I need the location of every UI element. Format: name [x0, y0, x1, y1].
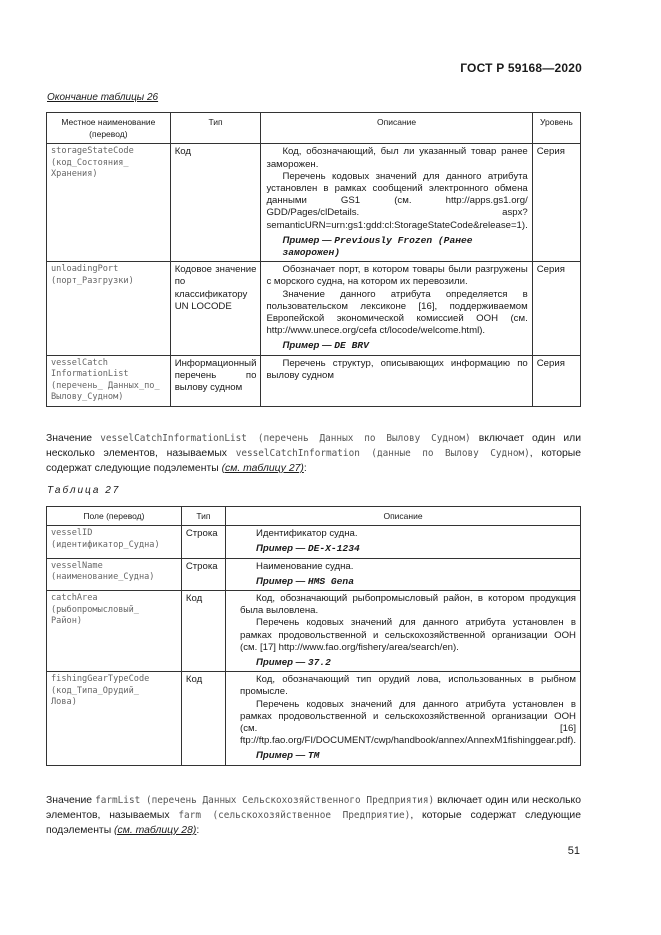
level-cell: Серия — [532, 355, 580, 406]
description-cell — [226, 591, 581, 672]
column-header: Поле (перевод) — [47, 507, 182, 526]
table-27-reference[interactable]: (см. таблицу 27) — [221, 463, 304, 474]
type-cell: Кодовое значение по классификатору UN LOCODE — [170, 262, 261, 355]
field-name-line: InformationList — [51, 369, 129, 380]
table-row — [47, 526, 581, 558]
field-name-line: Район) — [51, 616, 83, 627]
description-cell — [261, 144, 532, 262]
example-value: DE-X-1234 — [307, 543, 360, 555]
description-paragraph: Идентификатор судна. — [256, 528, 358, 540]
example-line — [256, 750, 576, 762]
column-header: Тип — [170, 113, 261, 144]
description-cell — [226, 558, 581, 590]
description-cell — [261, 262, 532, 355]
type-cell: Код — [170, 144, 261, 262]
description-paragraph: Перечень кодовых значений для данного атрибута установлен в рамках сообщений электронного обмена данными GS1 (см. http://apps.gs1.org/ GDD/Pages/clDetails. aspx?semanticURN=urn:gs1:gdd:cl:StorageStateCode&release=1). — [266, 170, 528, 231]
description-paragraph: Перечень кодовых значений для данного атрибута установлен в рамках продовольственной и сельскохозяйственной организации ООН (см. [16] ftp://ftp.fao.org/FI/DOCUMENT/cwp/handbook/annex/AnnexM1fishinggear.pdf). — [240, 698, 576, 747]
example-value: DE BRV — [334, 340, 369, 352]
example-label: Пример — — [256, 657, 306, 669]
example-label: Пример — — [256, 575, 306, 587]
description-paragraph: Код, обозначающий, был ли указанный товар ранее заморожен. — [266, 146, 528, 170]
table-row — [47, 558, 581, 590]
example-label: Пример — — [282, 234, 332, 246]
description-paragraph: Перечень структур, описывающих информацию по вылову судном — [266, 357, 528, 381]
field-name-line: fishingGearTypeCode — [51, 674, 150, 685]
description-cell — [226, 672, 581, 765]
example-line — [256, 576, 576, 588]
table-row — [47, 672, 581, 765]
field-name-line: unloadingPort — [51, 264, 119, 275]
field-name-line: Хранения) — [51, 169, 98, 180]
type-cell: Строка — [181, 558, 225, 590]
paragraph-vessel-catch: Значение vesselCatchInformationList (перечень Данных по Вылову Судном) включает один или несколько элементов, называемых vesselCatchInformation (данные по Вылову Судном), которые содержат следующие подэлементы (см. таблицу 27): — [46, 433, 582, 474]
table-27 — [46, 506, 581, 766]
field-name-line: (порт_Разгрузки) — [51, 275, 134, 286]
table-row — [47, 144, 581, 262]
column-header: Описание — [261, 113, 532, 144]
field-name-line: vesselName — [51, 560, 103, 571]
type-cell: Информационный перечень по вылову судном — [170, 355, 261, 406]
type-cell: Код — [181, 591, 225, 672]
table-26 — [46, 112, 581, 407]
field-name-line: (идентификатор_Судна) — [51, 539, 160, 550]
field-name-cell — [47, 672, 182, 765]
table-row — [47, 262, 581, 355]
document-header: ГОСТ Р 59168—2020 — [460, 61, 582, 75]
table-27-caption: Таблица 27 — [47, 485, 121, 496]
table-26-caption: Окончание таблицы 26 — [47, 92, 159, 103]
example-line — [256, 543, 576, 555]
level-cell: Серия — [532, 144, 580, 262]
type-cell: Строка — [181, 526, 225, 558]
field-name-cell — [47, 355, 171, 406]
example-line — [282, 235, 527, 259]
example-label: Пример — — [282, 340, 332, 352]
field-name-line: vesselCatch — [51, 357, 108, 368]
field-name-line: (перечень_ Данных_по_ — [51, 380, 160, 391]
example-line — [282, 340, 527, 352]
description-paragraph: Обозначает порт, в котором товары были разгружены с морского судна, на котором их перевозили. — [266, 264, 528, 288]
field-name-line: Лова) — [51, 697, 77, 708]
description-paragraph: Код, обозначающий тип орудий лова, использованных в рыбном промысле. — [240, 674, 576, 698]
example-value: Previously Frozen (Ранее заморожен) — [282, 234, 473, 259]
field-name-line: Вылову_Судном) — [51, 392, 124, 403]
field-name-line: (наименование_Судна) — [51, 572, 155, 583]
field-name-cell — [47, 526, 182, 558]
field-name-line: vesselID — [51, 528, 93, 539]
table-28-reference[interactable]: (см. таблицу 28) — [114, 825, 197, 836]
field-name-line: catchArea — [51, 593, 98, 604]
paragraph-farm-list: Значение farmList (перечень Данных Сельскохозяйственного Предприятия) включает один или несколько элементов, называемых farm (сельскохозяйственное Предприятие), которые содержат следующие подэлементы (см. таблицу 28): — [46, 795, 581, 836]
description-paragraph: Значение данного атрибута определяется в пользовательском лексиконе [16], поддерживаемом Европейской экономической комиссией ООН (см. http://www.unece.org/cefa ct/locode/welcome.html). — [266, 288, 528, 337]
field-name-cell — [47, 262, 171, 355]
field-name-cell — [47, 144, 171, 262]
field-name-line: (код_Типа_Орудий_ — [51, 685, 139, 696]
description-paragraph: Перечень кодовых значений для данного атрибута установлен в рамках продовольственной и сельскохозяйственной организации ООН (см. [17] http://www.fao.org/fishery/area/search/en). — [240, 617, 576, 653]
example-value: 37.2 — [307, 657, 331, 669]
description-paragraph: Наименование судна. — [256, 560, 354, 572]
description-cell — [226, 526, 581, 558]
example-value: HMS Gena — [307, 575, 354, 587]
table-row — [47, 355, 581, 406]
field-name-cell — [47, 558, 182, 590]
description-cell — [261, 355, 532, 406]
type-cell: Код — [181, 672, 225, 765]
example-line — [256, 657, 576, 669]
example-value: TM — [307, 750, 320, 762]
example-label: Пример — — [256, 543, 306, 555]
example-label: Пример — — [256, 750, 306, 762]
column-header: Местное наименование (перевод) — [47, 113, 171, 144]
field-name-cell — [47, 591, 182, 672]
level-cell: Серия — [532, 262, 580, 355]
description-paragraph: Код, обозначающий рыбопромысловый район, в котором продукция была выловлена. — [240, 593, 576, 617]
column-header: Тип — [181, 507, 225, 526]
table-row — [47, 591, 581, 672]
field-name-line: storageStateCode — [51, 146, 134, 157]
field-name-line: (код_Состояния_ — [51, 157, 129, 168]
field-name-line: (рыбопромысловый_ — [51, 604, 139, 615]
column-header: Описание — [226, 507, 581, 526]
page-number: 51 — [567, 845, 580, 857]
column-header: Уровень — [532, 113, 580, 144]
